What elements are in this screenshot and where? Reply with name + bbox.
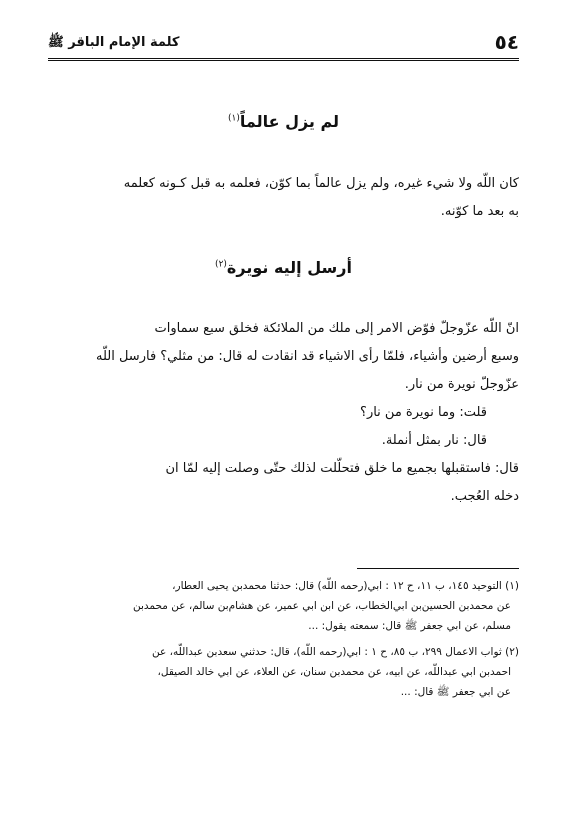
section-text-1 — [48, 170, 519, 226]
section-title-1: لم يزل عالماً — [239, 112, 340, 131]
text-line: قال: فاستقبلها بجميع ما خلق فتحلّلت لذلك حتّى وصلت إليه لمّا ان — [165, 461, 519, 476]
section-text-2 — [48, 315, 519, 511]
section-title-2: أرسل إليه نويرة — [226, 258, 352, 277]
footnote-rule — [357, 568, 519, 569]
footnote-line: (١) التوحيد ١٤٥، ب ١١، ح ١٢ : ابي(رحمه اللّه) قال: حدثنا محمدبن يحيى العطار، — [172, 580, 519, 592]
text-line: قلت: وما نويرة من نار؟ — [360, 405, 487, 420]
section-heading-2 — [48, 258, 519, 277]
text-line: قال: نار بمثل أنملة. — [381, 433, 487, 448]
text-line: انّ اللّه عزّوجلّ فوّض الامر إلى ملك من الملائكة فخلق سبع سماوات — [154, 321, 519, 336]
footnote-line: مسلم، عن ابي جعفر ﷺ قال: سمعته يقول: ... — [308, 620, 511, 632]
footnote-ref-1: (١) — [227, 113, 240, 124]
text-line: وسبع أرضين وأشياء، فلمّا رأى الاشياء قد انقادت له قال: من مثلي؟ فارسل اللّه — [95, 349, 519, 364]
footnote-line: عن محمدبن الحسين‌بن ابي‌الخطاب، عن ابن ابي عمير، عن هشام‌بن سالم، عن محمدبن — [133, 600, 511, 612]
footnote-line: (٢) ثواب الاعمال ٢٩٩، ب ٨٥، ح ١ : ابي(رحمه اللّه)، قال: حدثني سعدبن عبداللّه، عن — [152, 646, 519, 658]
text-line: عزّوجلّ نويرة من نار. — [404, 377, 519, 392]
running-header — [48, 28, 519, 56]
text-line: دخله العُجب. — [450, 489, 519, 504]
footnotes — [48, 576, 519, 702]
footnote-line: احمدبن ابي عبداللّه، عن ابيه، عن محمدبن سنان، عن العلاء، عن ابي خالد الصيقل، — [157, 666, 511, 678]
running-title: كلمة الإمام الباقر ﷺ — [48, 35, 180, 50]
text-line: به بعد ما كوّنه. — [440, 204, 519, 219]
footnote-line: عن ابي جعفر ﷺ قال: ... — [400, 686, 511, 698]
footnote-1 — [48, 576, 519, 636]
footnote-2 — [48, 642, 519, 702]
text-line: كان اللّه ولا شيء غيره، ولم يزل عالماً بما كوّن، فعلمه به قبل كـونه كعلمه — [123, 176, 519, 191]
page-number: ٥٤ — [494, 30, 519, 54]
header-rule — [48, 58, 519, 61]
section-heading-1 — [48, 112, 519, 131]
footnote-ref-2: (٢) — [215, 259, 227, 270]
